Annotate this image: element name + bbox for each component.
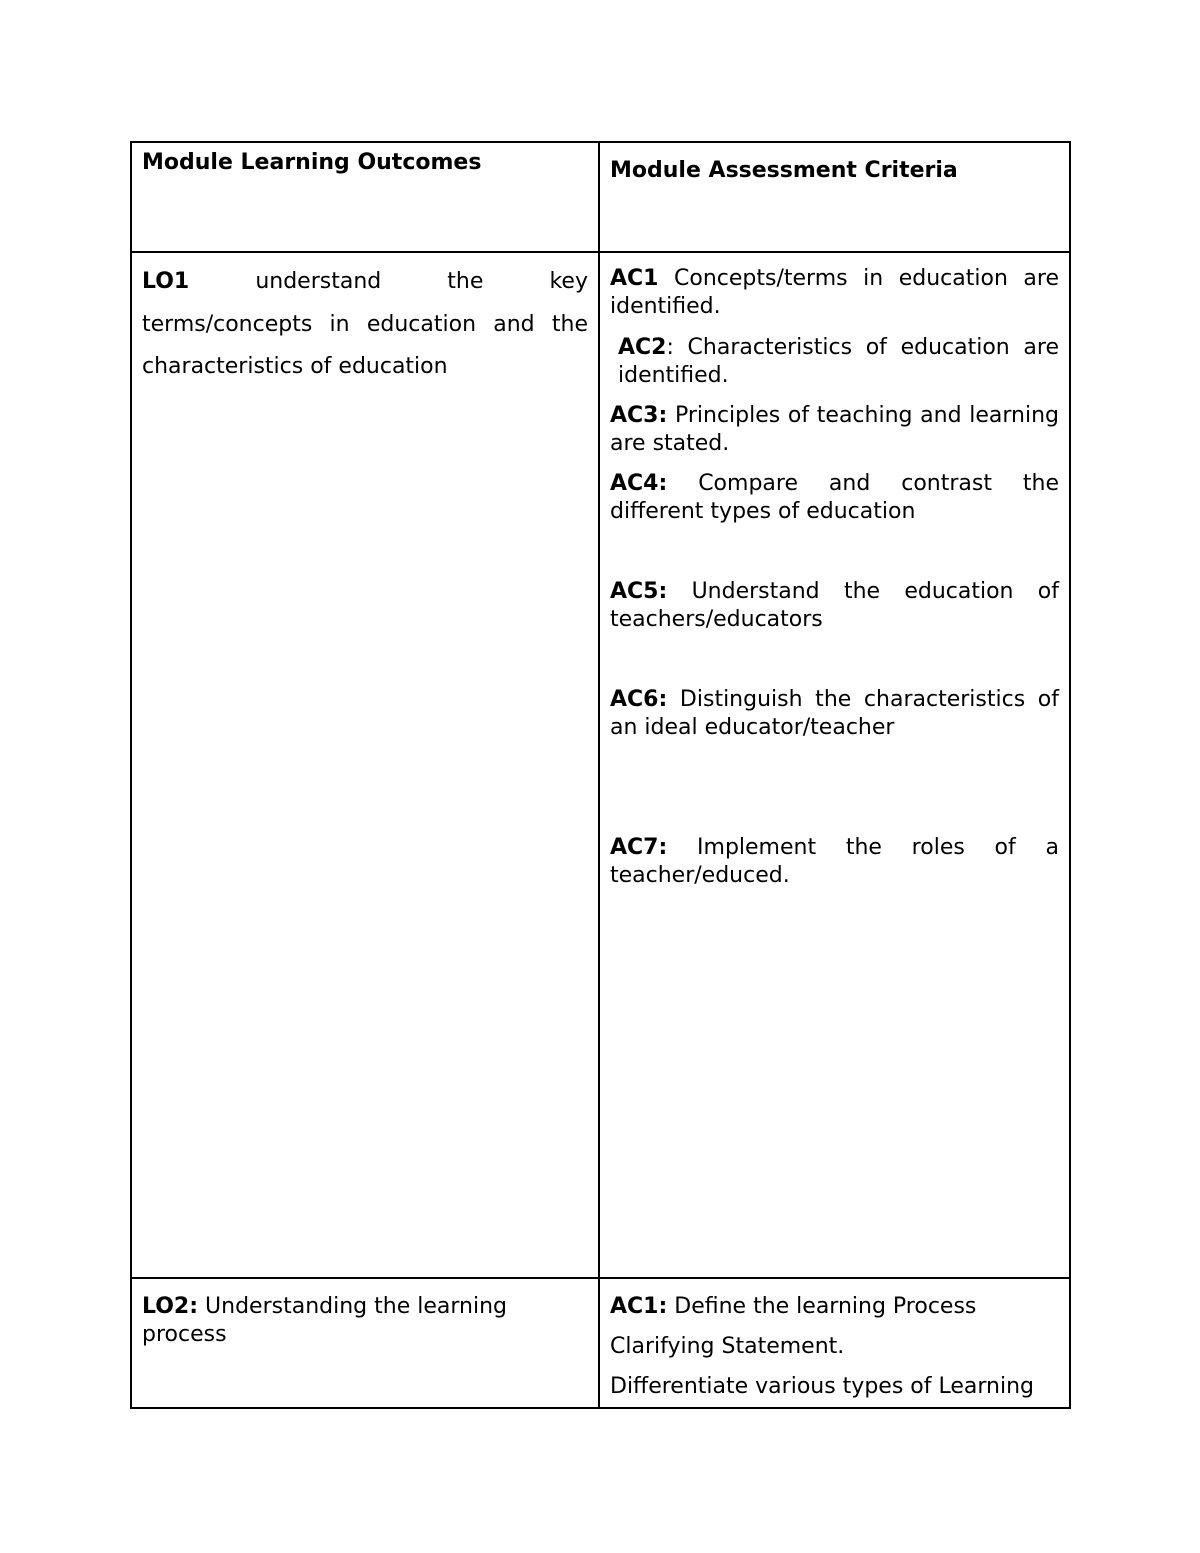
lo1-code: LO1 [142,269,190,294]
criterion-text: Define the learning Process [667,1294,977,1319]
criterion-code: AC1: [610,1294,668,1319]
criterion-text: Compare and contrast the different types of education [610,471,1059,524]
header-outcomes-label: Module Learning Outcomes [142,150,482,175]
header-criteria-label: Module Assessment Criteria [610,158,958,183]
criterion-text: Distinguish the characteristics of an ideal educator/teacher [610,687,1059,740]
table-row-lo1 [131,252,1070,1278]
criterion-text: Understand the education of teachers/educators [610,579,1059,632]
criterion-ac7 [610,834,1059,890]
lo1-criteria-cell [599,252,1070,1278]
lo2-criterion-ac1 [610,1287,1059,1327]
criterion-text: Concepts/terms in education are identified. [610,266,1059,319]
table-row-lo2 [131,1278,1070,1408]
outcomes-criteria-table [130,141,1071,1409]
criterion-ac4 [610,470,1059,526]
lo2-clarifying-statement: Clarifying Statement. [610,1334,845,1359]
lo2-differentiate-line: Differentiate various types of Learning [610,1374,1034,1399]
lo1-cell [131,252,599,1278]
criterion-ac5 [610,578,1059,634]
criterion-text: Implement the roles of a teacher/educed. [610,835,1059,888]
lo2-code: LO2: [142,1294,199,1319]
criterion-text: Principles of teaching and learning are stated. [610,403,1059,456]
criterion-code: AC5: [610,579,668,604]
lo2-cell [131,1278,599,1408]
criterion-code: AC6: [610,687,668,712]
criterion-ac6 [610,686,1059,742]
criterion-ac1 [610,265,1059,321]
criterion-code: AC2 [618,335,667,360]
table-header-row [131,142,1070,252]
criterion-code: AC1 [610,266,659,291]
lo1-text: understand the key terms/concepts in education and the characteristics of education [142,269,588,379]
criterion-code: AC4: [610,471,668,496]
header-cell-criteria [599,142,1070,252]
header-cell-outcomes [131,142,599,252]
criterion-code: AC3: [610,403,668,428]
lo2-statement [142,1293,588,1349]
lo2-text: Understanding the learning process [142,1294,507,1347]
lo2-criteria-cell [599,1278,1070,1408]
criterion-code: AC7: [610,835,668,860]
criterion-ac3 [610,402,1059,458]
criterion-text: : Characteristics of education are identified. [618,335,1059,388]
criterion-ac2 [610,334,1059,390]
lo1-statement [142,261,588,389]
